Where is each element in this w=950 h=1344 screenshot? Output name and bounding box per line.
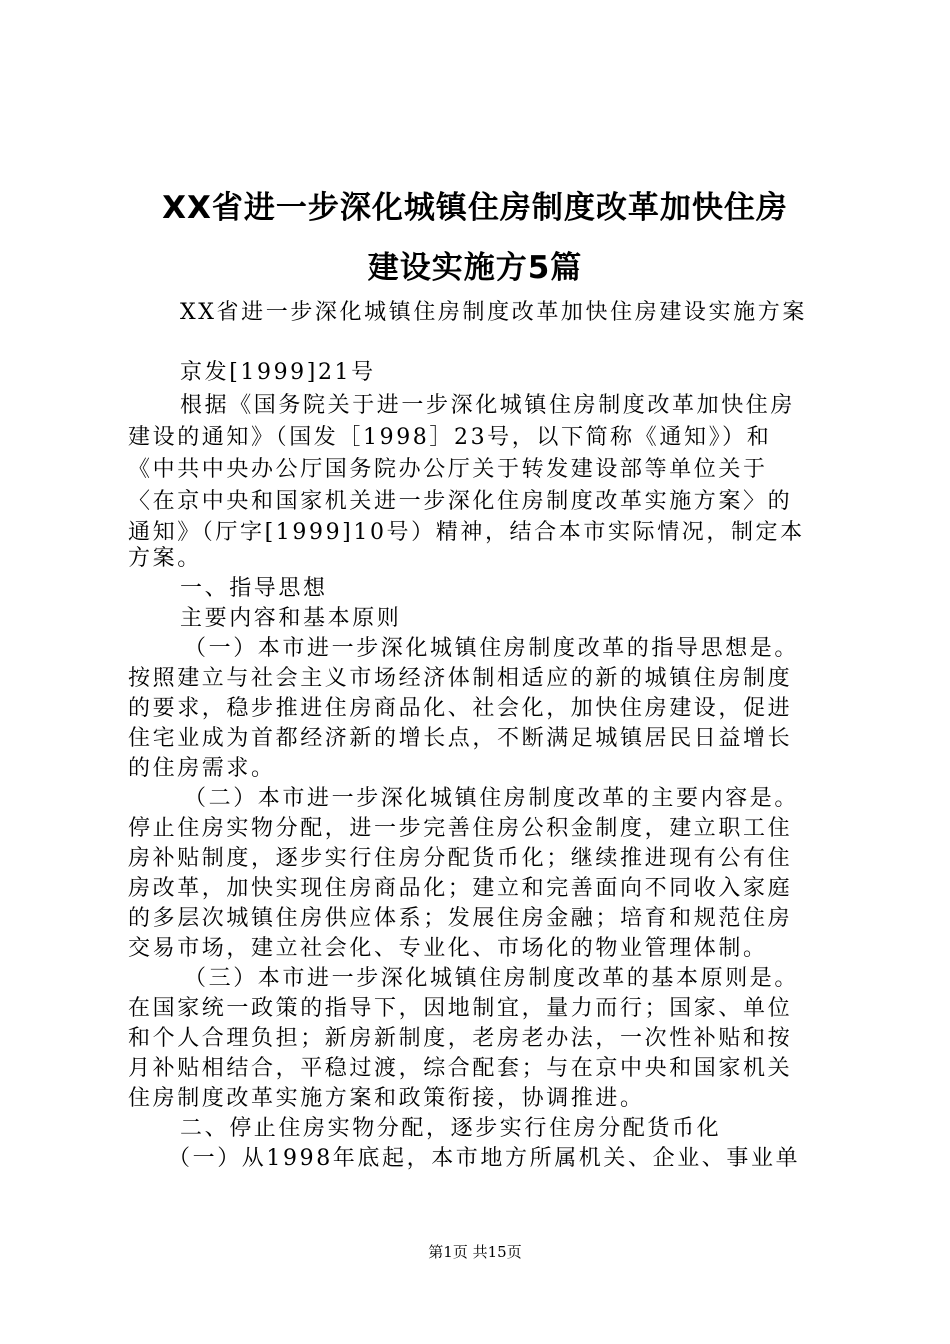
paragraph-line: （一）从1998年底起，本市地方所属机关、企业、事业单 [168,1146,801,1171]
paragraph-line: 按照建立与社会主义市场经济体制相适应的新的城镇住房制度 [128,666,793,691]
paragraph-line: 住宅业成为首都经济新的增长点，不断满足城镇居民日益增长 [128,726,793,751]
paragraph-line: 〈在京中央和国家机关进一步深化住房制度改革实施方案〉的 [128,489,793,514]
paragraph-line: 方案。 [128,546,202,571]
paragraph-line: 房补贴制度，逐步实行住房分配货币化；继续推进现有公有住 [128,846,793,871]
paragraph-line: 在国家统一政策的指导下，因地制宜，量力而行；国家、单位 [128,996,793,1021]
document-title-line-2: 建设实施方5篇 [367,250,583,286]
paragraph-line: 房改革，加快实现住房商品化；建立和完善面向不同收入家庭 [128,876,793,901]
paragraph-line: 通知》（厅字[1999]10号）精神，结合本市实际情况，制定本 [128,520,805,545]
paragraph-line: 的多层次城镇住房供应体系；发展住房金融；培育和规范住房 [128,906,793,931]
paragraph-line: 和个人合理负担；新房新制度，老房老办法，一次性补贴和按 [128,1026,793,1051]
paragraph-line: 交易市场，建立社会化、专业化、市场化的物业管理体制。 [128,936,768,961]
section-heading: 二、停止住房实物分配，逐步实行住房分配货币化 [180,1116,722,1141]
paragraph-line: （一）本市进一步深化城镇住房制度改革的指导思想是。 [184,636,800,661]
paragraph-line: 根据《国务院关于进一步深化城镇住房制度改革加快住房 [180,393,796,418]
doc-number: 京发[1999]21号 [180,360,376,385]
document-title-line-1: XX省进一步深化城镇住房制度改革加快住房 [162,190,788,226]
paragraph-line: （三）本市进一步深化城镇住房制度改革的基本原则是。 [184,966,800,991]
section-heading: 一、指导思想 [180,576,328,601]
paragraph-line: 停止住房实物分配，进一步完善住房公积金制度，建立职工住 [128,816,793,841]
paragraph-line: （二）本市进一步深化城镇住房制度改革的主要内容是。 [184,786,800,811]
subtitle: XX省进一步深化城镇住房制度改革加快住房建设实施方案 [180,300,807,325]
paragraph-line: 的住房需求。 [128,756,276,781]
paragraph-line: 月补贴相结合，平稳过渡，综合配套；与在京中央和国家机关 [128,1056,793,1081]
page-footer: 第1页 共15页 [428,1243,522,1261]
section-heading: 主要内容和基本原则 [180,606,402,631]
paragraph-line: 住房制度改革实施方案和政策衔接，协调推进。 [128,1086,645,1111]
paragraph-line: 的要求，稳步推进住房商品化、社会化，加快住房建设，促进 [128,696,793,721]
paragraph-line: 《中共中央办公厅国务院办公厅关于转发建设部等单位关于 [128,457,768,482]
paragraph-line: 建设的通知》（国发［1998］23号，以下简称《通知》）和 [128,425,772,450]
